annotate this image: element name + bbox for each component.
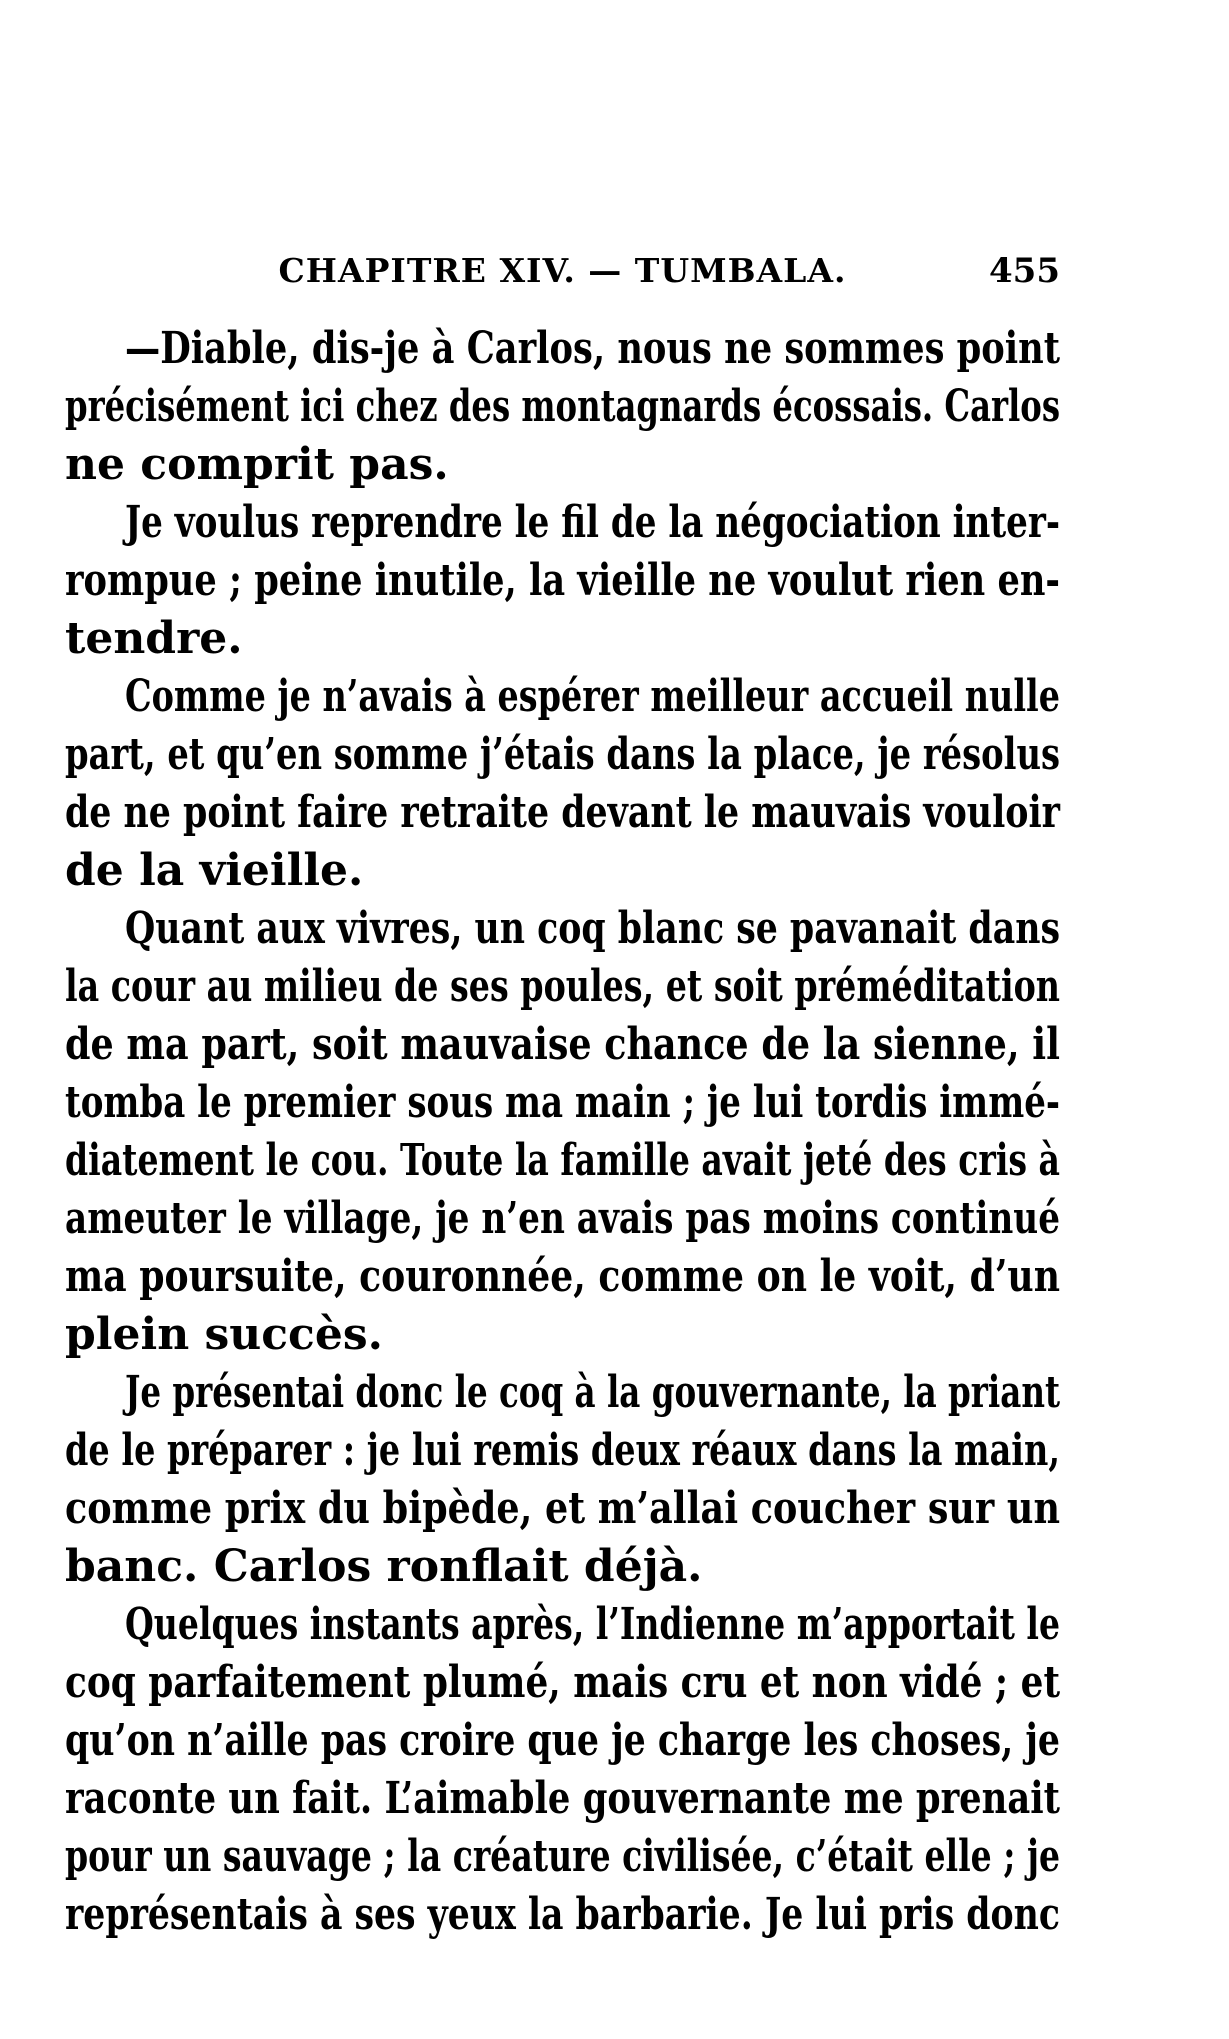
- text-line: de ne point faire retraite devant le mauvais vouloir: [65, 787, 1060, 838]
- text-line: la cour au milieu de ses poules, et soit préméditation: [65, 961, 1060, 1012]
- running-header: [65, 250, 1060, 292]
- text-line: de le préparer : je lui remis deux réaux dans la main,: [65, 1425, 1060, 1476]
- text-line: tendre.: [65, 613, 243, 664]
- paragraph: [65, 1596, 1060, 1944]
- text-line: coq parfaitement plumé, mais cru et non vidé ; et: [65, 1657, 1060, 1708]
- page-number: 455: [989, 251, 1060, 291]
- text-line: banc. Carlos ronflait déjà.: [65, 1541, 703, 1592]
- text-line: comme prix du bipède, et m’allai coucher sur un: [65, 1483, 1060, 1534]
- chapter-title: CHAPITRE XIV. — TUMBALA.: [278, 251, 847, 290]
- text-line: Comme je n’avais à espérer meilleur accueil nulle: [125, 671, 1060, 722]
- text-line: de ma part, soit mauvaise chance de la sienne, il: [65, 1019, 1060, 1070]
- text-line: part, et qu’en somme j’étais dans la place, je résolus: [65, 729, 1060, 780]
- text-line: pour un sauvage ; la créature civilisée, c’était elle ; je: [65, 1831, 1060, 1882]
- text-line: ne comprit pas.: [65, 439, 449, 490]
- paragraph: [65, 668, 1060, 900]
- text-line: Quelques instants après, l’Indienne m’apportait le: [125, 1599, 1060, 1650]
- paragraph: [65, 900, 1060, 1364]
- text-line: ma poursuite, couronnée, comme on le voit, d’un: [65, 1251, 1060, 1302]
- paragraph: [65, 1364, 1060, 1596]
- text-line: Je présentai donc le coq à la gouvernante, la priant: [125, 1367, 1060, 1418]
- text-line: Quant aux vivres, un coq blanc se pavanait dans: [125, 903, 1060, 954]
- text-line: —Diable, dis-je à Carlos, nous ne sommes point: [125, 323, 1060, 374]
- text-line: précisément ici chez des montagnards écossais. Carlos: [65, 381, 1060, 432]
- text-line: de la vieille.: [65, 845, 364, 896]
- text-line: diatement le cou. Toute la famille avait jeté des cris à: [65, 1135, 1060, 1186]
- paragraph: [65, 320, 1060, 494]
- paragraph: [65, 494, 1060, 668]
- text-line: représentais à ses yeux la barbarie. Je lui pris donc: [65, 1889, 1060, 1940]
- page-body: [65, 320, 1060, 1944]
- text-line: qu’on n’aille pas croire que je charge les choses, je: [65, 1715, 1060, 1766]
- text-line: raconte un fait. L’aimable gouvernante me prenait: [65, 1773, 1060, 1824]
- text-line: Je voulus reprendre le fil de la négociation inter-: [125, 497, 1060, 548]
- text-line: rompue ; peine inutile, la vieille ne voulut rien en-: [65, 555, 1060, 606]
- text-line: tomba le premier sous ma main ; je lui tordis immé-: [65, 1077, 1060, 1128]
- text-line: ameuter le village, je n’en avais pas moins continué: [65, 1193, 1060, 1244]
- text-line: plein succès.: [65, 1309, 383, 1360]
